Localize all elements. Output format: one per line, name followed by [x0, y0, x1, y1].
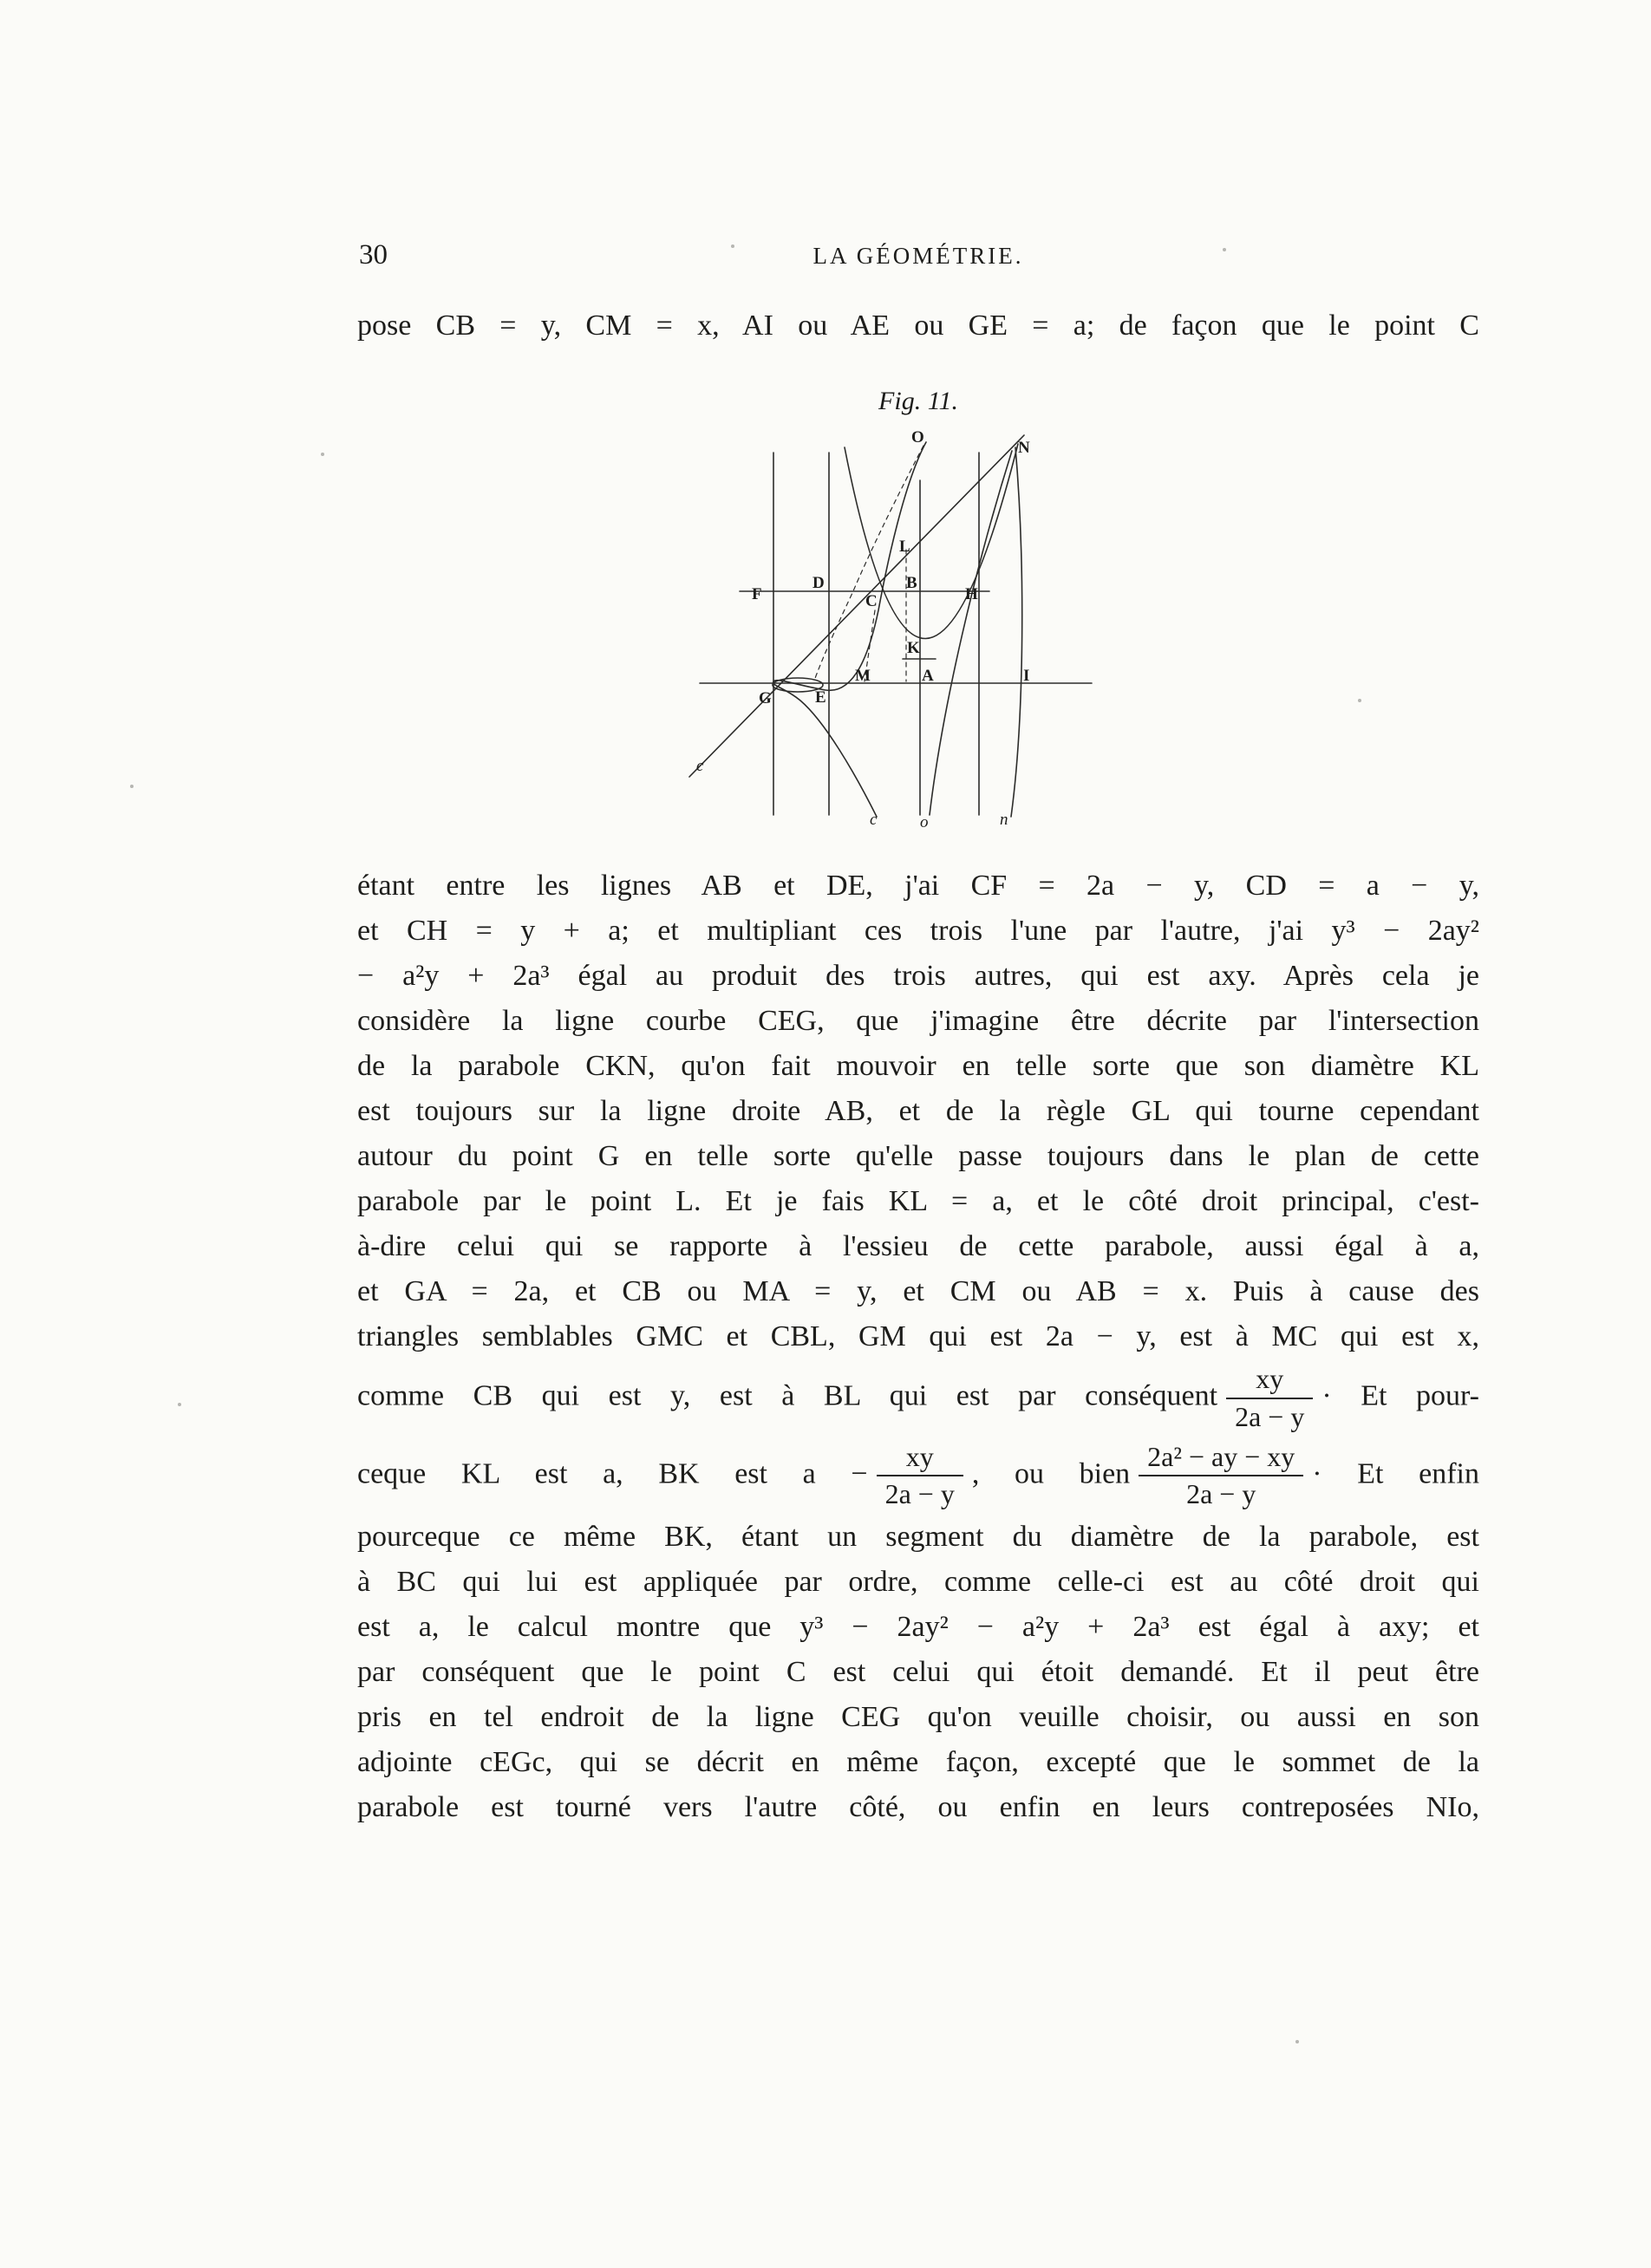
body-line-text: − a²y + 2a³ égal au produit des trois autres, qui est axy. Après cela je [357, 960, 1479, 992]
scan-speck [321, 453, 324, 456]
body-line-text: , ou bien [971, 1457, 1131, 1490]
body-line-20 [357, 1785, 1479, 1830]
body-line-text: à BC qui lui est appliquée par ordre, comme celle-ci est au côté droit qui [357, 1566, 1479, 1598]
body-line-2 [357, 909, 1479, 954]
body-line-text: parabole est tourné vers l'autre côté, ou enfin en leurs contreposées NIo, [357, 1791, 1479, 1823]
figure-label-A: A [922, 667, 934, 685]
figure-label-O: O [911, 428, 924, 446]
body-line-5 [357, 1044, 1479, 1089]
figure-label-I: I [1023, 667, 1030, 685]
body-line-17 [357, 1650, 1479, 1695]
body-line-16 [357, 1605, 1479, 1650]
figure-label-G: G [759, 689, 772, 707]
figure-label-D: D [812, 574, 825, 592]
figure-label-F: F [752, 585, 762, 603]
figure-label-o: o [920, 813, 929, 831]
body-line-7 [357, 1134, 1479, 1179]
page-header [357, 236, 1479, 274]
body-line-8 [357, 1179, 1479, 1224]
body-line-text: et CH = y + a; et multipliant ces trois l'une par l'autre, j'ai y³ − 2ay² [357, 915, 1479, 947]
body-line-19 [357, 1740, 1479, 1785]
body-line-text: de la parabole CKN, qu'on fait mouvoir en telle sorte que son diamètre KL [357, 1050, 1479, 1082]
body-line-text: autour du point G en telle sorte qu'elle passe toujours dans le plan de cette [357, 1140, 1479, 1172]
figure-label-c: c [870, 811, 878, 829]
figure-label-C: C [865, 592, 878, 610]
scan-speck [130, 785, 134, 788]
figure-label-L: L [899, 538, 910, 556]
body-line-text: ceque KL est a, BK est a − [357, 1457, 868, 1490]
figure-label-M: M [855, 667, 871, 685]
scan-speck [178, 1403, 181, 1406]
body-line-text: · Et pour- [1321, 1379, 1479, 1412]
inline-fraction: $\frac{xy}{2a - y}$ [1226, 1363, 1313, 1434]
figure-caption: Fig. 11. [878, 387, 958, 415]
figure-label-c: c [696, 757, 704, 775]
body-line-11 [357, 1314, 1479, 1359]
inline-fraction: $\frac{\text{2a² − ay − xy}}{2a - y}$ [1139, 1441, 1303, 1512]
figure-label-E: E [815, 688, 826, 707]
body-line-text: parabole par le point L. Et je fais KL = a, et le côté droit principal, c'est- [357, 1185, 1479, 1217]
body-line-text: triangles semblables GMC et CBL, GM qui est 2a − y, est à MC qui est x, [357, 1320, 1479, 1352]
body-line-9 [357, 1224, 1479, 1269]
body-line-text: est a, le calcul montre que y³ − 2ay² − a²y + 2a³ est égal à axy; et [357, 1611, 1479, 1643]
body-line-4 [357, 999, 1479, 1044]
figure-label-K: K [907, 639, 920, 657]
body-text [357, 864, 1479, 1830]
body-line-6 [357, 1089, 1479, 1134]
body-line-12 [357, 1359, 1479, 1437]
figure-label-B: B [906, 574, 917, 592]
body-line-text: adjointe cEGc, qui se décrit en même façon, excepté que le sommet de la [357, 1746, 1479, 1778]
body-line-text: est toujours sur la ligne droite AB, et de la règle GL qui tourne cependant [357, 1095, 1479, 1127]
body-line-text: considère la ligne courbe CEG, que j'imagine être décrite par l'intersection [357, 1005, 1479, 1037]
intro-line: pose CB = y, CM = x, AI ou AE ou GE = a; de façon que le point C [357, 310, 1479, 342]
figure-label-n: n [1000, 811, 1008, 829]
body-line-text: · Et enfin [1312, 1457, 1479, 1490]
figure-geometry [689, 435, 1092, 817]
body-line-text: étant entre les lignes AB et DE, j'ai CF = 2a − y, CD = a − y, [357, 870, 1479, 902]
body-line-10 [357, 1269, 1479, 1314]
body-line-14 [357, 1515, 1479, 1560]
body-line-3 [357, 954, 1479, 999]
body-line-text: pourceque ce même BK, étant un segment du diamètre de la parabole, est [357, 1521, 1479, 1553]
page-number: 30 [359, 239, 388, 270]
figure [357, 428, 1479, 839]
body-line-text: et GA = 2a, et CB ou MA = y, et CM ou AB = x. Puis à cause des [357, 1275, 1479, 1307]
scan-speck [1295, 2040, 1299, 2043]
body-line-15 [357, 1560, 1479, 1605]
figure-svg [684, 428, 1152, 839]
body-line-1 [357, 864, 1479, 909]
body-line-text: à-dire celui qui se rapporte à l'essieu de cette parabole, aussi égal à a, [357, 1230, 1479, 1262]
body-line-18 [357, 1695, 1479, 1740]
body-line-text: comme CB qui est y, est à BL qui est par conséquent [357, 1379, 1218, 1412]
text-column [357, 236, 1479, 1830]
body-line-text: pris en tel endroit de la ligne CEG qu'on veuille choisir, ou aussi en son [357, 1701, 1479, 1733]
figure-label-N: N [1018, 439, 1030, 457]
inline-fraction: $\frac{xy}{2a - y}$ [877, 1441, 963, 1512]
figure-label-H: H [965, 585, 978, 603]
body-line-text: par conséquent que le point C est celui qui étoit demandé. Et il peut être [357, 1656, 1479, 1688]
body-line-13 [357, 1437, 1479, 1515]
running-title: LA GÉOMÉTRIE. [812, 243, 1024, 269]
